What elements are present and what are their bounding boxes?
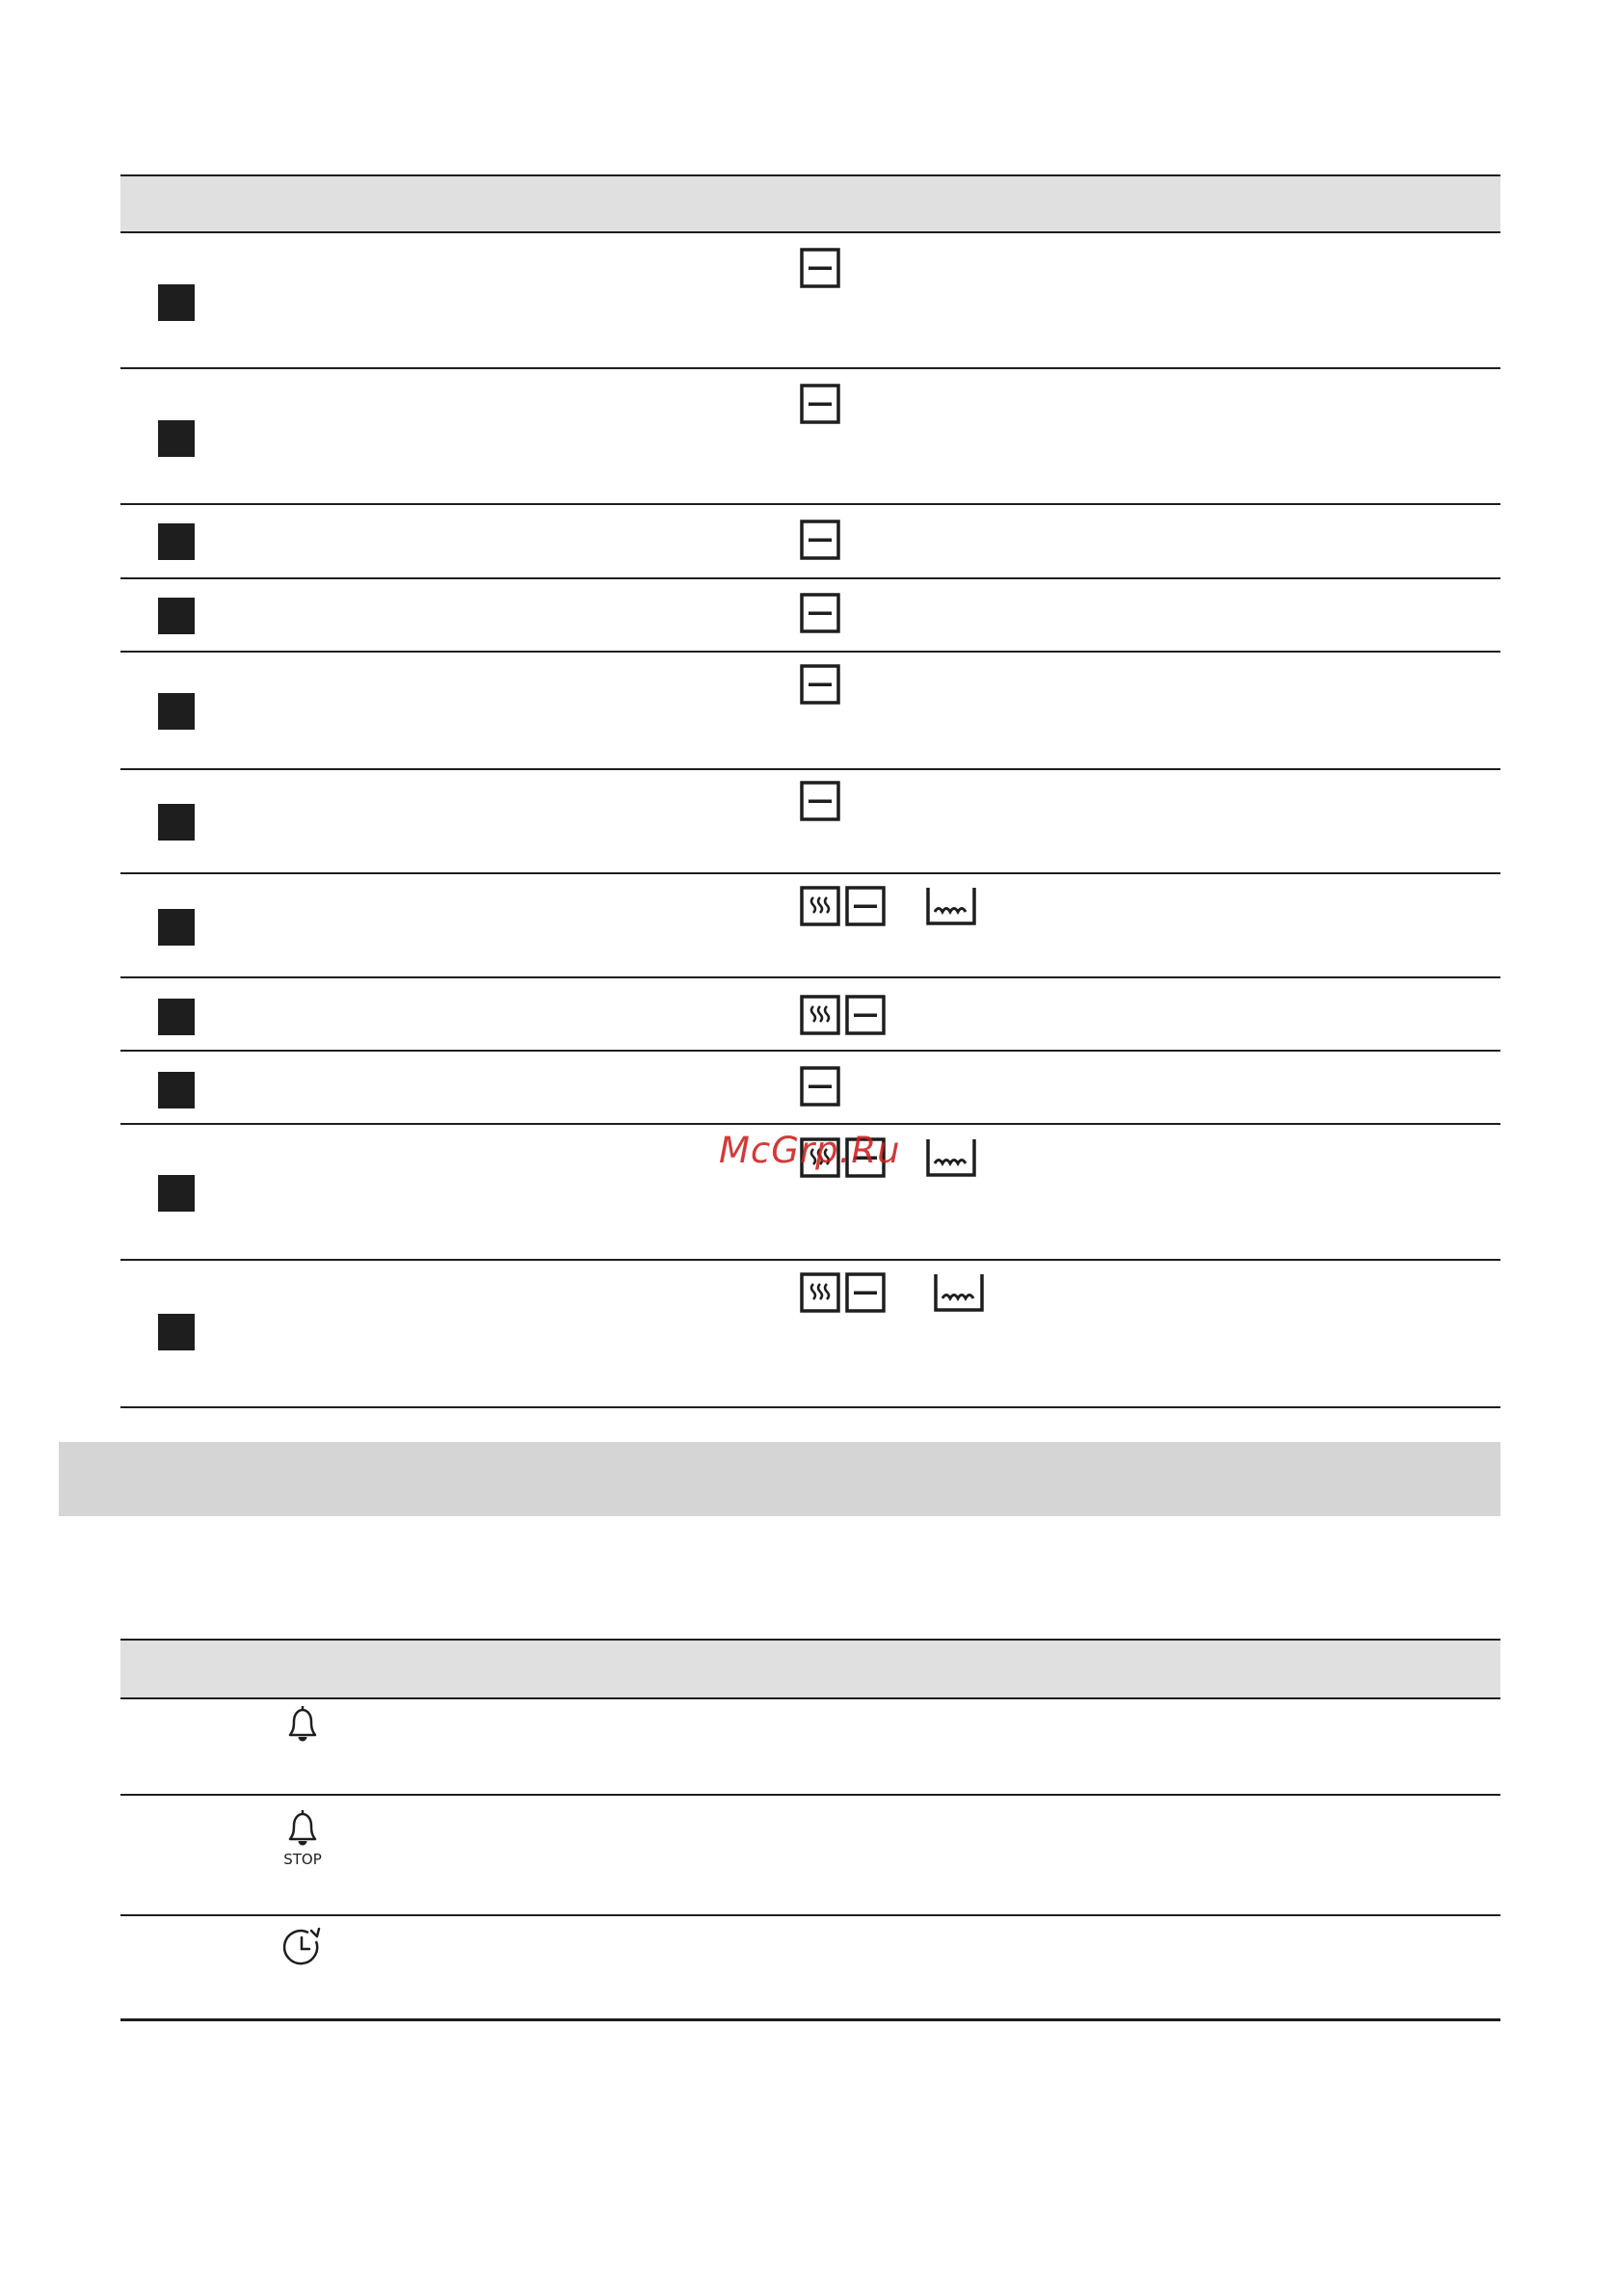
row-marker: [158, 1072, 195, 1108]
steam-icon: [800, 1272, 840, 1313]
row-marker: [158, 804, 195, 841]
row-marker: [158, 693, 195, 730]
row-marker: [158, 999, 195, 1035]
table1-row-divider: [120, 1123, 1500, 1125]
dash-box-icon: [845, 995, 886, 1035]
table1-row-divider: [120, 367, 1500, 369]
table2-header: [120, 1639, 1500, 1699]
bell-stop-label: STOP: [283, 1851, 322, 1868]
table1-row-divider: [120, 768, 1500, 770]
row-marker: [158, 420, 195, 457]
water-tank-icon: [925, 886, 977, 926]
dash-box-icon: [800, 384, 840, 424]
water-tank-icon: [925, 1137, 977, 1178]
row-marker: [158, 523, 195, 560]
bell-stop-icon: [279, 1806, 326, 1851]
bell-icon: [279, 1702, 326, 1749]
table1-row-divider: [120, 976, 1500, 978]
watermark: McGrp.Ru: [719, 1130, 901, 1171]
row-marker: [158, 1175, 195, 1212]
dash-box-icon: [800, 520, 840, 560]
table1-row-divider: [120, 1050, 1500, 1052]
row-marker: [158, 598, 195, 634]
steam-icon: [800, 886, 840, 926]
table1-row-divider: [120, 872, 1500, 874]
table1-row-divider: [120, 577, 1500, 579]
steam-icon: [800, 995, 840, 1035]
dash-box-icon: [845, 1272, 886, 1313]
table2-bottom-border: [120, 2018, 1500, 2021]
dash-box-icon: [845, 886, 886, 926]
table1-bottom-border: [120, 1406, 1500, 1408]
table1-row-divider: [120, 503, 1500, 505]
table1-row-divider: [120, 1259, 1500, 1261]
dash-box-icon: [800, 781, 840, 821]
row-marker: [158, 909, 195, 946]
row-marker: [158, 284, 195, 321]
table2-row-divider: [120, 1914, 1500, 1916]
table1-header: [120, 174, 1500, 233]
timer-icon: [279, 1924, 326, 1970]
dash-box-icon: [800, 664, 840, 705]
dash-box-icon: [800, 1066, 840, 1107]
dash-box-icon: [800, 593, 840, 633]
water-tank-icon: [933, 1272, 985, 1313]
table1-row-divider: [120, 651, 1500, 653]
section-heading-bar: [59, 1442, 1500, 1516]
dash-box-icon: [800, 248, 840, 288]
row-marker: [158, 1314, 195, 1350]
table2-row-divider: [120, 1794, 1500, 1796]
